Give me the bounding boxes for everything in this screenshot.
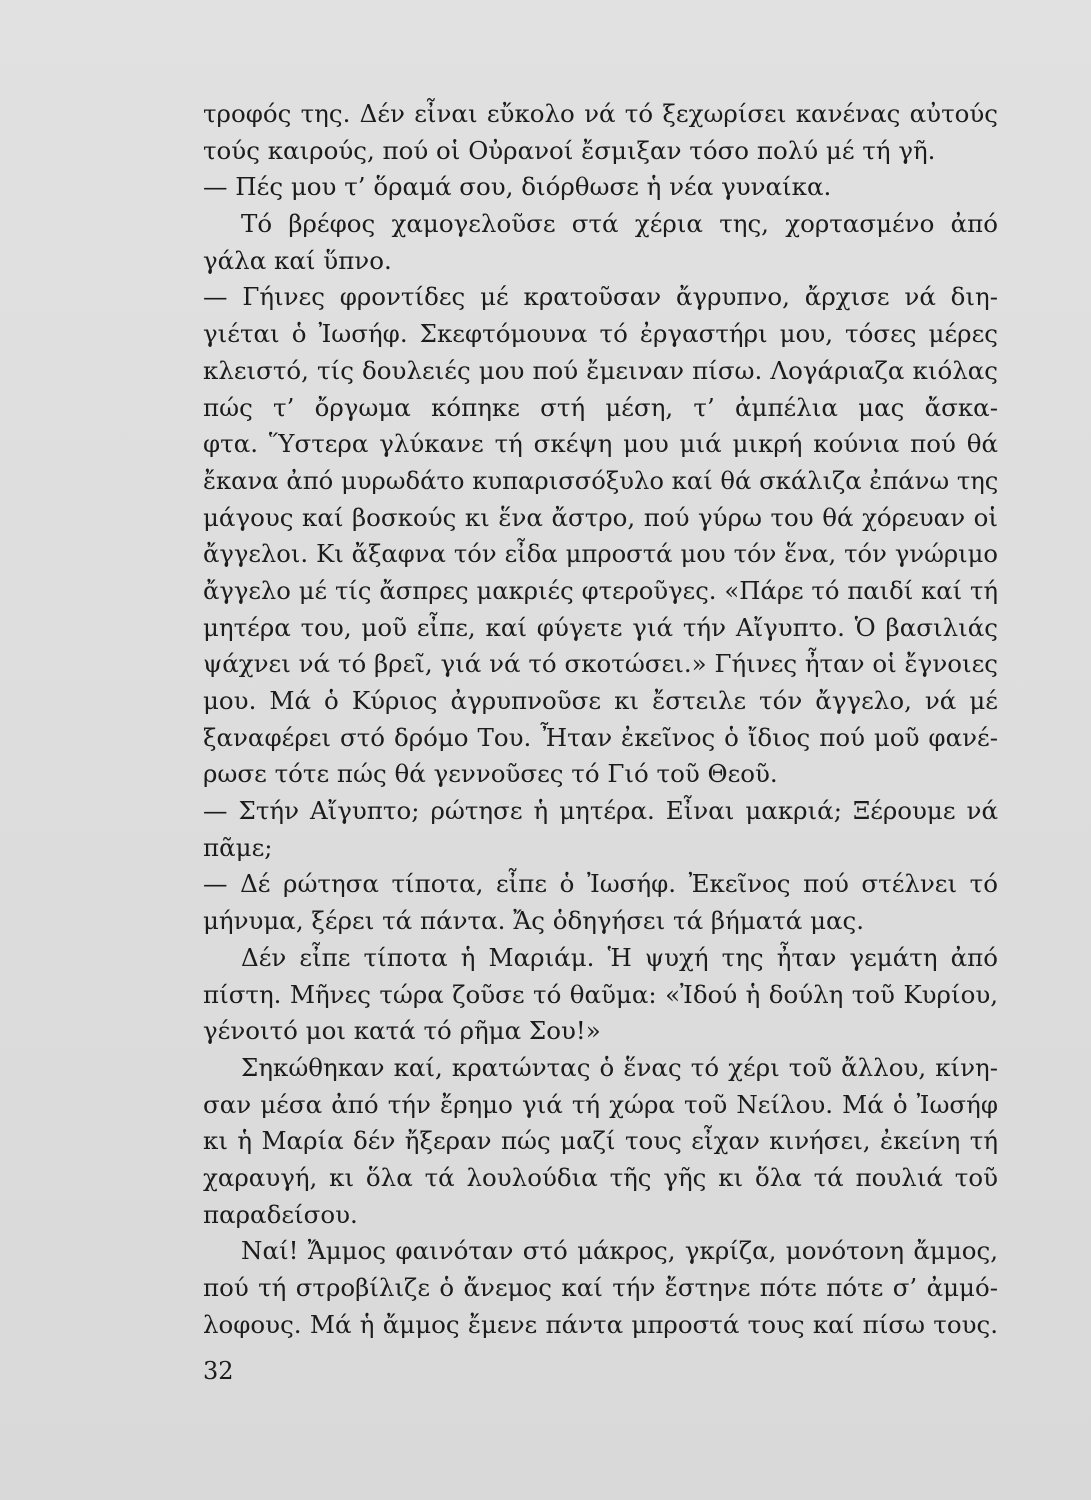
text-line: μητέρα του, μοῦ εἶπε, καί φύγετε γιά τήν Αἴγυπτο. Ὁ βασιλιάς bbox=[203, 612, 998, 642]
text-line: Δέν εἶπε τίποτα ἡ Μαριάμ. Ἡ ψυχή της ἦταν γεμάτη ἀπό bbox=[241, 942, 998, 972]
text-line: ρωσε τότε πώς θά γεννοῦσες τό Γιό τοῦ Θεοῦ. bbox=[203, 759, 778, 789]
text-line: κλειστό, τίς δουλειές μου πού ἔμειναν πίσω. Λογάριαζα κιόλας bbox=[203, 355, 998, 385]
text-line: ἔκανα ἀπό μυρωδάτο κυπαρισσόξυλο καί θά σκάλιζα ἐπάνω της bbox=[203, 465, 999, 495]
text-line: πώς τ’ ὄργωμα κόπηκε στή μέση, τ’ ἀμπέλια μας ἄσκα- bbox=[203, 392, 998, 422]
text-line: φτα. Ὕστερα γλύκανε τή σκέψη μου μιά μικρή κούνια πού θά bbox=[203, 429, 998, 459]
text-line: τούς καιρούς, πού οἱ Οὐρανοί ἔσμιξαν τόσο πολύ μέ τή γῆ. bbox=[203, 135, 936, 165]
text-line: πᾶμε; bbox=[203, 832, 273, 862]
text-line: μου. Μά ὁ Κύριος ἀγρυπνοῦσε κι ἔστειλε τόν ἄγγελο, νά μέ bbox=[203, 686, 998, 715]
text-line: κι ἡ Μαρία δέν ἤξεραν πώς μαζί τους εἶχαν κινήσει, ἐκείνη τή bbox=[203, 1126, 998, 1156]
text-line: γιέται ὁ Ἰωσήφ. Σκεφτόμουνα τό ἐργαστήρι μου, τόσες μέρες bbox=[203, 319, 998, 349]
text-line: σαν μέσα ἀπό τήν ἔρημο γιά τή χώρα τοῦ Νείλου. Μά ὁ Ἰωσήφ bbox=[203, 1089, 998, 1119]
text-line: χαραυγή, κι ὅλα τά λουλούδια τῆς γῆς κι ὅλα τά πουλιά τοῦ bbox=[203, 1162, 998, 1192]
text-line: — Στήν Αἴγυπτο; ρώτησε ἡ μητέρα. Εἶναι μακριά; Ξέρουμε νά bbox=[203, 796, 998, 826]
text-line: μήνυμα, ξέρει τά πάντα. Ἄς ὁδηγήσει τά βήματά μας. bbox=[203, 906, 865, 936]
text-line: Τό βρέφος χαμογελοῦσε στά χέρια της, χορτασμένο ἀπό bbox=[241, 209, 998, 239]
text-line: τροφός της. Δέν εἶναι εὔκολο νά τό ξεχωρίσει κανένας αὐτούς bbox=[203, 99, 998, 128]
text-line: ξαναφέρει στό δρόμο Του. Ἦταν ἐκεῖνος ὁ ἴδιος πού μοῦ φανέ- bbox=[203, 722, 998, 752]
text-line: γάλα καί ὕπνο. bbox=[203, 245, 392, 275]
text-line: πού τή στροβίλιζε ὁ ἄνεμος καί τήν ἔστηνε πότε πότε σ’ ἀμμό- bbox=[203, 1273, 998, 1302]
text-line: — Δέ ρώτησα τίποτα, εἶπε ὁ Ἰωσήφ. Ἐκεῖνος πού στέλνει τό bbox=[203, 869, 998, 899]
text-line: ἄγγελο μέ τίς ἄσπρες μακριές φτεροῦγες. «Πάρε τό παιδί καί τή bbox=[203, 575, 998, 605]
text-line: — Πές μου τ’ ὅραμά σου, διόρθωσε ἡ νέα γυναίκα. bbox=[203, 172, 832, 202]
text-line: παραδείσου. bbox=[203, 1199, 358, 1229]
text-line: Σηκώθηκαν καί, κρατώντας ὁ ἕνας τό χέρι τοῦ ἄλλου, κίνη- bbox=[241, 1052, 998, 1082]
text-line: λοφους. Μά ἡ ἄμμος ἔμενε πάντα μπροστά τους καί πίσω τους. bbox=[203, 1309, 998, 1339]
text-line: — Γήινες φροντίδες μέ κρατοῦσαν ἄγρυπνο, ἄρχισε νά διη- bbox=[203, 282, 998, 312]
text-line: μάγους καί βοσκούς κι ἕνα ἄστρο, πού γύρω του θά χόρευαν οἱ bbox=[203, 502, 998, 532]
text-line: γένοιτό μοι κατά τό ρῆμα Σου!» bbox=[203, 1016, 601, 1046]
text-line: πίστη. Μῆνες τώρα ζοῦσε τό θαῦμα: «Ἰδού ἡ δούλη τοῦ Κυρίου, bbox=[203, 979, 998, 1009]
text-line: ψάχνει νά τό βρεῖ, γιά νά τό σκοτώσει.» Γήινες ἦταν οἱ ἔγνοιες bbox=[203, 649, 998, 679]
body-text bbox=[203, 96, 998, 1343]
text-line: Ναί! Ἄμμος φαινόταν στό μάκρος, γκρίζα, μονότονη ἄμμος, bbox=[241, 1236, 998, 1266]
page-number: 32 bbox=[203, 1357, 234, 1385]
text-line: ἄγγελοι. Κι ἄξαφνα τόν εἶδα μπροστά μου τόν ἕνα, τόν γνώριμο bbox=[203, 539, 998, 569]
